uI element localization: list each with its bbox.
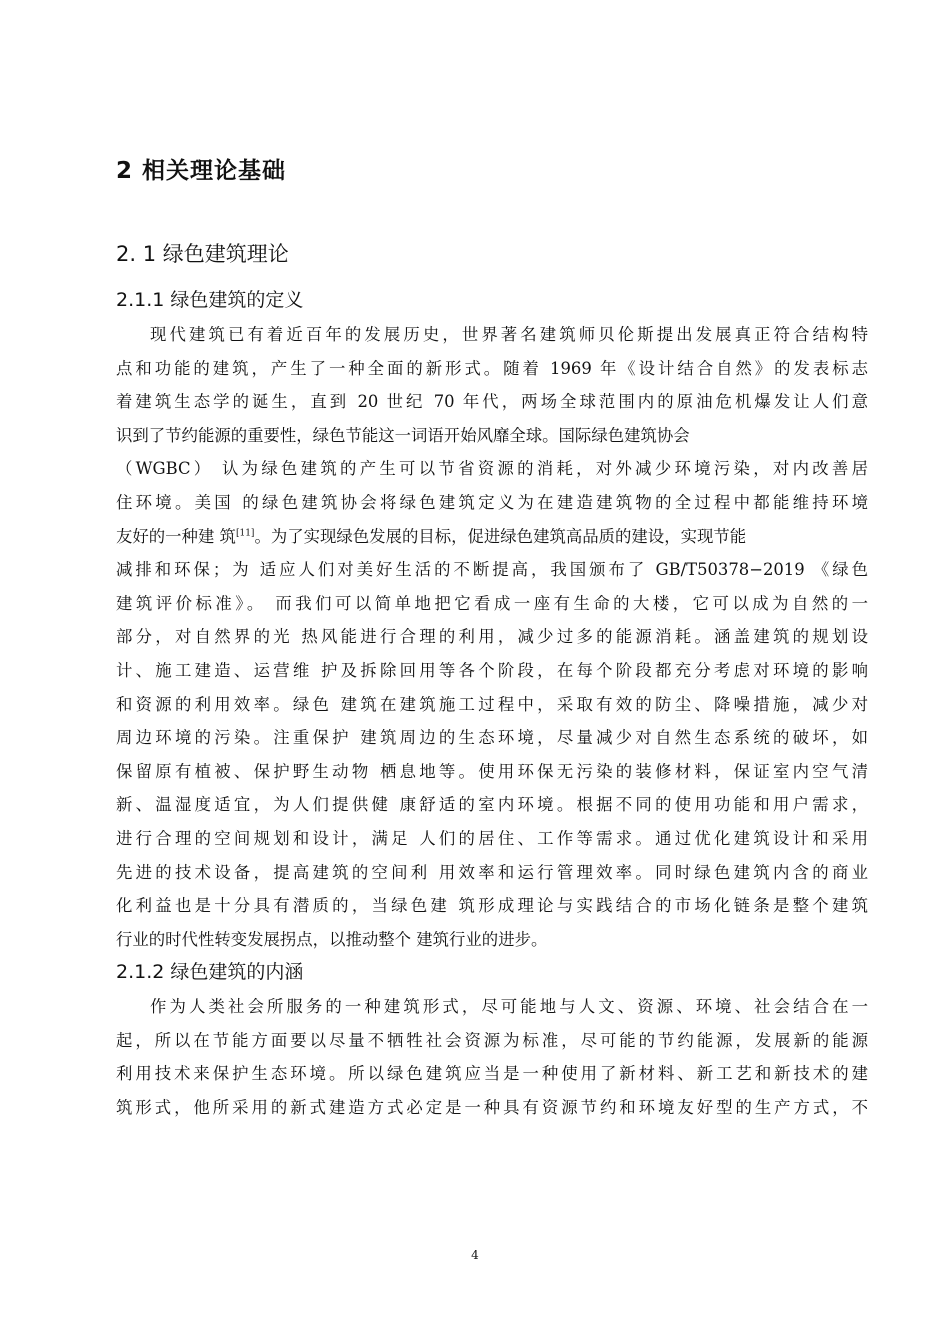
text-line: 化利益也是十分具有潜质的，当绿色建 筑形成理论与实践结合的市场化链条是整个建筑 (116, 896, 868, 916)
text-line: 点和功能的建筑，产生了一种全面的新形式。随着 1969 年《设计结合自然》的发表标志 (116, 358, 868, 378)
paragraph (116, 990, 868, 1124)
subsection-title: 2.1.1 绿色建筑的定义 (116, 289, 304, 311)
chapter-title: 2 相关理论基础 (116, 158, 287, 184)
text-line: 利用技术来保护生态环境。所以绿色建筑应当是一种使用了新材料、新工艺和新技术的建 (116, 1064, 868, 1084)
text-line: 计、施工建造、运营维 护及拆除回用等各个阶段，在每个阶段都充分考虑对环境的影响 (116, 660, 868, 680)
text-line: 着建筑生态学的诞生，直到 20 世纪 70 年代，两场全球范围内的原油危机爆发让人们意 (116, 392, 868, 412)
text-line: 进行合理的空间规划和设计，满足 人们的居住、工作等需求。通过优化建筑设计和采用 (116, 828, 868, 848)
text-line: 现代建筑已有着近百年的发展历史，世界著名建筑师贝伦斯提出发展真正符合结构特 (150, 325, 868, 344)
text-line: 行业的时代性转变发展拐点，以推动整个 建筑行业的进步。 (116, 929, 548, 949)
text-line: 建筑评价标准》。 而我们可以简单地把它看成一座有生命的大楼，它可以成为自然的一 (116, 593, 868, 613)
text-line: 识到了节约能源的重要性，绿色节能这一词语开始风靡全球。国际绿色建筑协会 (116, 425, 690, 445)
text-line: 周边环境的污染。注重保护 建筑周边的生态环境，尽量减少对自然生态系统的破坏，如 (116, 728, 868, 748)
citation-marker[interactable]: [11] (235, 528, 255, 539)
text-line: 新、温湿度适宜，为人们提供健 康舒适的室内环境。根据不同的使用功能和用户需求， (116, 795, 868, 815)
section-title: 2. 1 绿色建筑理论 (116, 242, 289, 266)
text-line: 起，所以在节能方面要以尽量不牺牲社会资源为标准，尽可能的节约能源，发展新的能源 (116, 1030, 868, 1050)
subsection-title: 2.1.2 绿色建筑的内涵 (116, 961, 304, 983)
text-line: （WGBC） 认为绿色建筑的产生可以节省资源的消耗，对外减少环境污染，对内改善居 (116, 459, 868, 479)
text-line: 减排和环保；为 适应人们对美好生活的不断提高，我国颁布了 GB/T50378−2019 《绿色 (116, 560, 868, 580)
paragraph (116, 318, 868, 956)
page-number: 4 (471, 1248, 479, 1262)
text-line: 和资源的利用效率。绿色 建筑在建筑施工过程中，采取有效的防尘、降噪措施，减少对 (116, 694, 868, 714)
text-line: 保留原有植被、保护野生动物 栖息地等。使用环保无污染的装修材料，保证室内空气清 (116, 761, 868, 781)
text-line: 作为人类社会所服务的一种建筑形式，尽可能地与人文、资源、环境、社会结合在一 (150, 997, 868, 1016)
text-segment: 友好的一种建 筑 (116, 526, 236, 546)
text-line: 筑形式，他所采用的新式建造方式必定是一种具有资源节约和环境友好型的生产方式，不 (116, 1097, 868, 1117)
text-line: 部分，对自然界的光 热风能进行合理的利用，减少过多的能源消耗。涵盖建筑的规划设 (116, 627, 868, 647)
text-line: 先进的技术设备，提高建筑的空间利 用效率和运行管理效率。同时绿色建筑内含的商业 (116, 862, 868, 882)
text-line: 住环境。美国 的绿色建筑协会将绿色建筑定义为在建造建筑物的全过程中都能维持环境 (116, 492, 868, 512)
text-segment: 。为了实现绿色发展的目标，促进绿色建筑高品质的建设，实现节能 (254, 526, 747, 546)
text-line (116, 520, 868, 554)
